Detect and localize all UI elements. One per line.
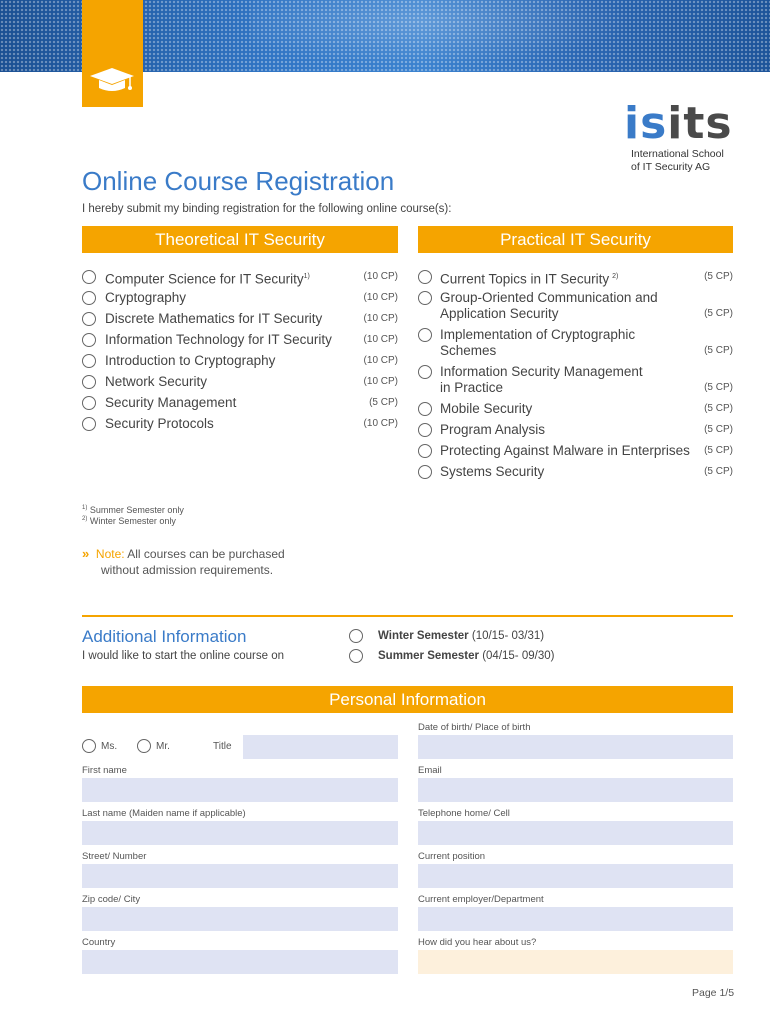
practical-course-label: Information Security Management in Practice — [440, 364, 643, 395]
course-credit-points: (5 CP) — [369, 397, 398, 408]
country-label: Country — [82, 937, 116, 948]
practical-course-radio[interactable] — [418, 328, 432, 342]
additional-heading: Additional Information — [82, 627, 247, 646]
course-credit-points: (5 CP) — [704, 345, 733, 356]
street-field[interactable] — [82, 864, 398, 888]
chevron-right-icon: » — [82, 546, 90, 561]
practical-course-radio[interactable] — [418, 444, 432, 458]
zip-city-field[interactable] — [82, 907, 398, 931]
winter-semester-radio[interactable] — [349, 629, 363, 643]
theoretical-course-radio[interactable] — [82, 354, 96, 368]
world-map-graphic — [250, 0, 670, 72]
intro-text: I hereby submit my binding registration for the following online course(s): — [82, 203, 452, 215]
brand-line-1: International School — [631, 148, 724, 160]
email-label: Email — [418, 765, 442, 776]
mr-radio[interactable] — [137, 739, 151, 753]
dob-field[interactable] — [418, 735, 733, 759]
practical-course-label: Mobile Security — [440, 401, 533, 416]
practical-heading: Practical IT Security — [418, 226, 733, 253]
page-number: Page 1/5 — [692, 987, 735, 999]
course-credit-points: (5 CP) — [704, 403, 733, 414]
theoretical-course-radio[interactable] — [82, 417, 96, 431]
theoretical-course-label: Network Security — [105, 374, 208, 389]
ms-radio[interactable] — [82, 739, 96, 753]
course-credit-points: (10 CP) — [363, 271, 398, 282]
employer-label: Current employer/Department — [418, 894, 544, 905]
practical-course-radio[interactable] — [418, 270, 432, 284]
zip-label: Zip code/ City — [82, 894, 141, 905]
note-box: » Note: All courses can be purchased without admission requirements. — [82, 546, 285, 577]
course-credit-points: (10 CP) — [363, 418, 398, 429]
title-label: Title — [213, 741, 232, 752]
position-field[interactable] — [418, 864, 733, 888]
theoretical-course-radio[interactable] — [82, 375, 96, 389]
page-title: Online Course Registration — [82, 166, 395, 196]
theoretical-course-label: Introduction to Cryptography — [105, 353, 276, 368]
theoretical-course-radio[interactable] — [82, 396, 96, 410]
practical-course-label: Implementation of Cryptographic Schemes — [440, 327, 636, 358]
course-credit-points: (10 CP) — [363, 355, 398, 366]
logo-tab — [82, 0, 143, 107]
phone-label: Telephone home/ Cell — [418, 808, 510, 819]
course-credit-points: (10 CP) — [363, 334, 398, 345]
last-name-field[interactable] — [82, 821, 398, 845]
section-divider — [82, 615, 733, 617]
winter-semester-label: Winter Semester (10/15- 03/31) — [378, 630, 545, 642]
first-name-field[interactable] — [82, 778, 398, 802]
theoretical-course-label: Discrete Mathematics for IT Security — [105, 311, 323, 326]
additional-text: I would like to start the online course on — [82, 650, 285, 662]
brand-logo: isits International School of IT Security AG — [624, 104, 744, 174]
mr-label: Mr. — [156, 741, 170, 752]
practical-course-radio[interactable] — [418, 423, 432, 437]
ms-label: Ms. — [101, 741, 118, 752]
summer-semester-label: Summer Semester (04/15- 09/30) — [378, 650, 555, 662]
course-credit-points: (5 CP) — [704, 271, 733, 282]
theoretical-course-label: Cryptography — [105, 290, 187, 305]
course-credit-points: (10 CP) — [363, 292, 398, 303]
graduation-cap-icon — [89, 66, 135, 94]
footnote-2: $^{2)}$ Winter Semester only — [82, 516, 176, 526]
heard-about-us-field[interactable] — [418, 950, 733, 974]
practical-course-radio[interactable] — [418, 291, 432, 305]
theoretical-course-radio[interactable] — [82, 270, 96, 284]
theoretical-course-label: Information Technology for IT Security — [105, 332, 332, 347]
summer-semester-radio[interactable] — [349, 649, 363, 663]
practical-course-label: Program Analysis — [440, 422, 546, 437]
position-label: Current position — [418, 851, 486, 862]
theoretical-course-radio[interactable] — [82, 333, 96, 347]
course-credit-points: (5 CP) — [704, 382, 733, 393]
practical-course-radio[interactable] — [418, 365, 432, 379]
course-credit-points: (10 CP) — [363, 313, 398, 324]
course-credit-points: (10 CP) — [363, 376, 398, 387]
course-credit-points: (5 CP) — [704, 466, 733, 477]
course-credit-points: (5 CP) — [704, 445, 733, 456]
phone-field[interactable] — [418, 821, 733, 845]
country-field[interactable] — [82, 950, 398, 974]
theoretical-course-label: Computer Science for IT Security$^{1)}$ — [105, 271, 310, 287]
employer-field[interactable] — [418, 907, 733, 931]
footnote-1: $^{1)}$ Summer Semester only — [82, 505, 184, 515]
street-label: Street/ Number — [82, 851, 147, 862]
brand-line-2: of IT Security AG — [631, 161, 711, 173]
theoretical-course-label: Security Management — [105, 395, 237, 410]
heard-label: How did you hear about us? — [418, 937, 537, 948]
course-credit-points: (5 CP) — [704, 308, 733, 319]
theoretical-course-radio[interactable] — [82, 291, 96, 305]
dob-label: Date of birth/ Place of birth — [418, 722, 531, 733]
last-name-label: Last name (Maiden name if applicable) — [82, 808, 246, 819]
theoretical-course-radio[interactable] — [82, 312, 96, 326]
practical-course-label: Group-Oriented Communication and Application Security — [440, 290, 658, 321]
email-field[interactable] — [418, 778, 733, 802]
practical-course-radio[interactable] — [418, 465, 432, 479]
first-name-label: First name — [82, 765, 127, 776]
practical-course-label: Systems Security — [440, 464, 545, 479]
practical-course-radio[interactable] — [418, 402, 432, 416]
course-credit-points: (5 CP) — [704, 424, 733, 435]
theoretical-heading: Theoretical IT Security — [82, 226, 398, 253]
personal-heading: Personal Information — [82, 686, 733, 713]
practical-course-label: Protecting Against Malware in Enterprises — [440, 443, 690, 458]
theoretical-course-label: Security Protocols — [105, 416, 214, 431]
title-field[interactable] — [243, 735, 398, 759]
practical-course-label: Current Topics in IT Security $^{2)}$ — [440, 271, 619, 287]
